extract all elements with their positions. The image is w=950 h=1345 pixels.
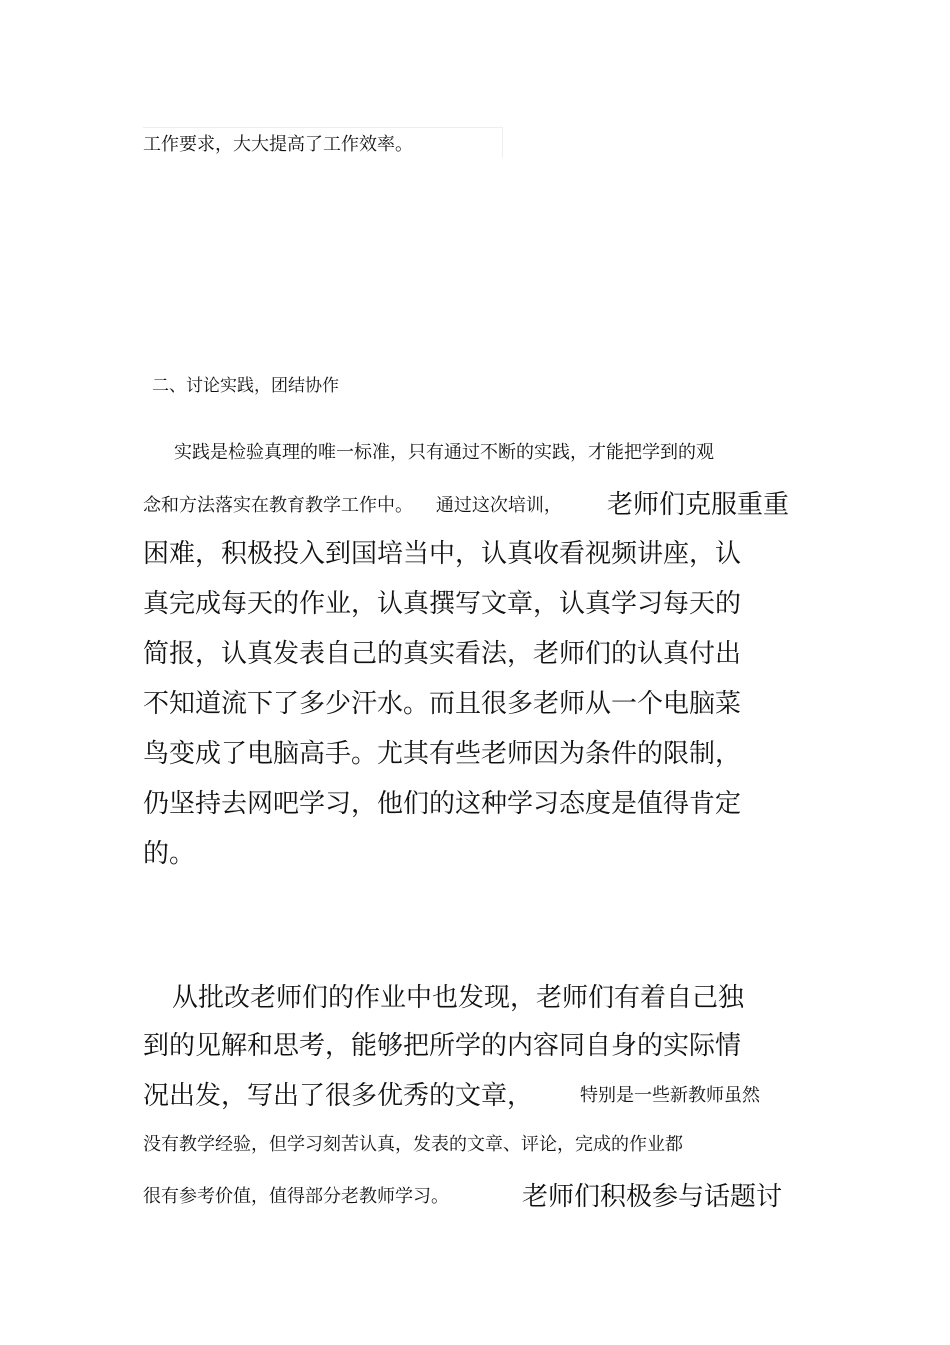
para2-line5-large: 老师们积极参与话题讨 — [522, 1182, 783, 1212]
para2-line1: 从批改老师们的作业中也发现，老师们有着自己独 — [172, 983, 745, 1013]
para1-line3: 困难，积极投入到国培当中，认真收看视频讲座，认 — [143, 539, 742, 569]
para1-line5: 简报，认真发表自己的真实看法，老师们的认真付出 — [143, 639, 742, 669]
para2-line4: 没有教学经验，但学习刻苦认真，发表的文章、评论，完成的作业都 — [143, 1134, 683, 1155]
para1-line2-small: 念和方法落实在教育教学工作中。 通过这次培训， — [143, 495, 562, 516]
para2-line2: 到的见解和思考，能够把所学的内容同自身的实际情 — [143, 1031, 742, 1061]
para1-line2-large: 老师们克服重重 — [607, 490, 790, 520]
top-fragment-text: 工作要求，大大提高了工作效率。 — [143, 134, 413, 155]
para1-line7: 鸟变成了电脑高手。尤其有些老师因为条件的限制， — [143, 739, 742, 769]
para1-line6: 不知道流下了多少汗水。而且很多老师从一个电脑菜 — [143, 689, 742, 719]
para2-line3-small: 特别是一些新教师虽然 — [580, 1085, 760, 1106]
para1-line9: 的。 — [143, 839, 196, 869]
para1-line1: 实践是检验真理的唯一标准，只有通过不断的实践，才能把学到的观 — [174, 442, 714, 463]
para2-line5-small: 很有参考价值，值得部分老教师学习。 — [143, 1186, 449, 1207]
para2-line3-large: 况出发，写出了很多优秀的文章， — [143, 1081, 534, 1111]
para1-line8: 仍坚持去网吧学习，他们的这种学习态度是值得肯定 — [143, 789, 742, 819]
section-heading: 二、讨论实践，团结协作 — [152, 376, 339, 396]
para1-line4: 真完成每天的作业，认真撰写文章，认真学习每天的 — [143, 589, 742, 619]
